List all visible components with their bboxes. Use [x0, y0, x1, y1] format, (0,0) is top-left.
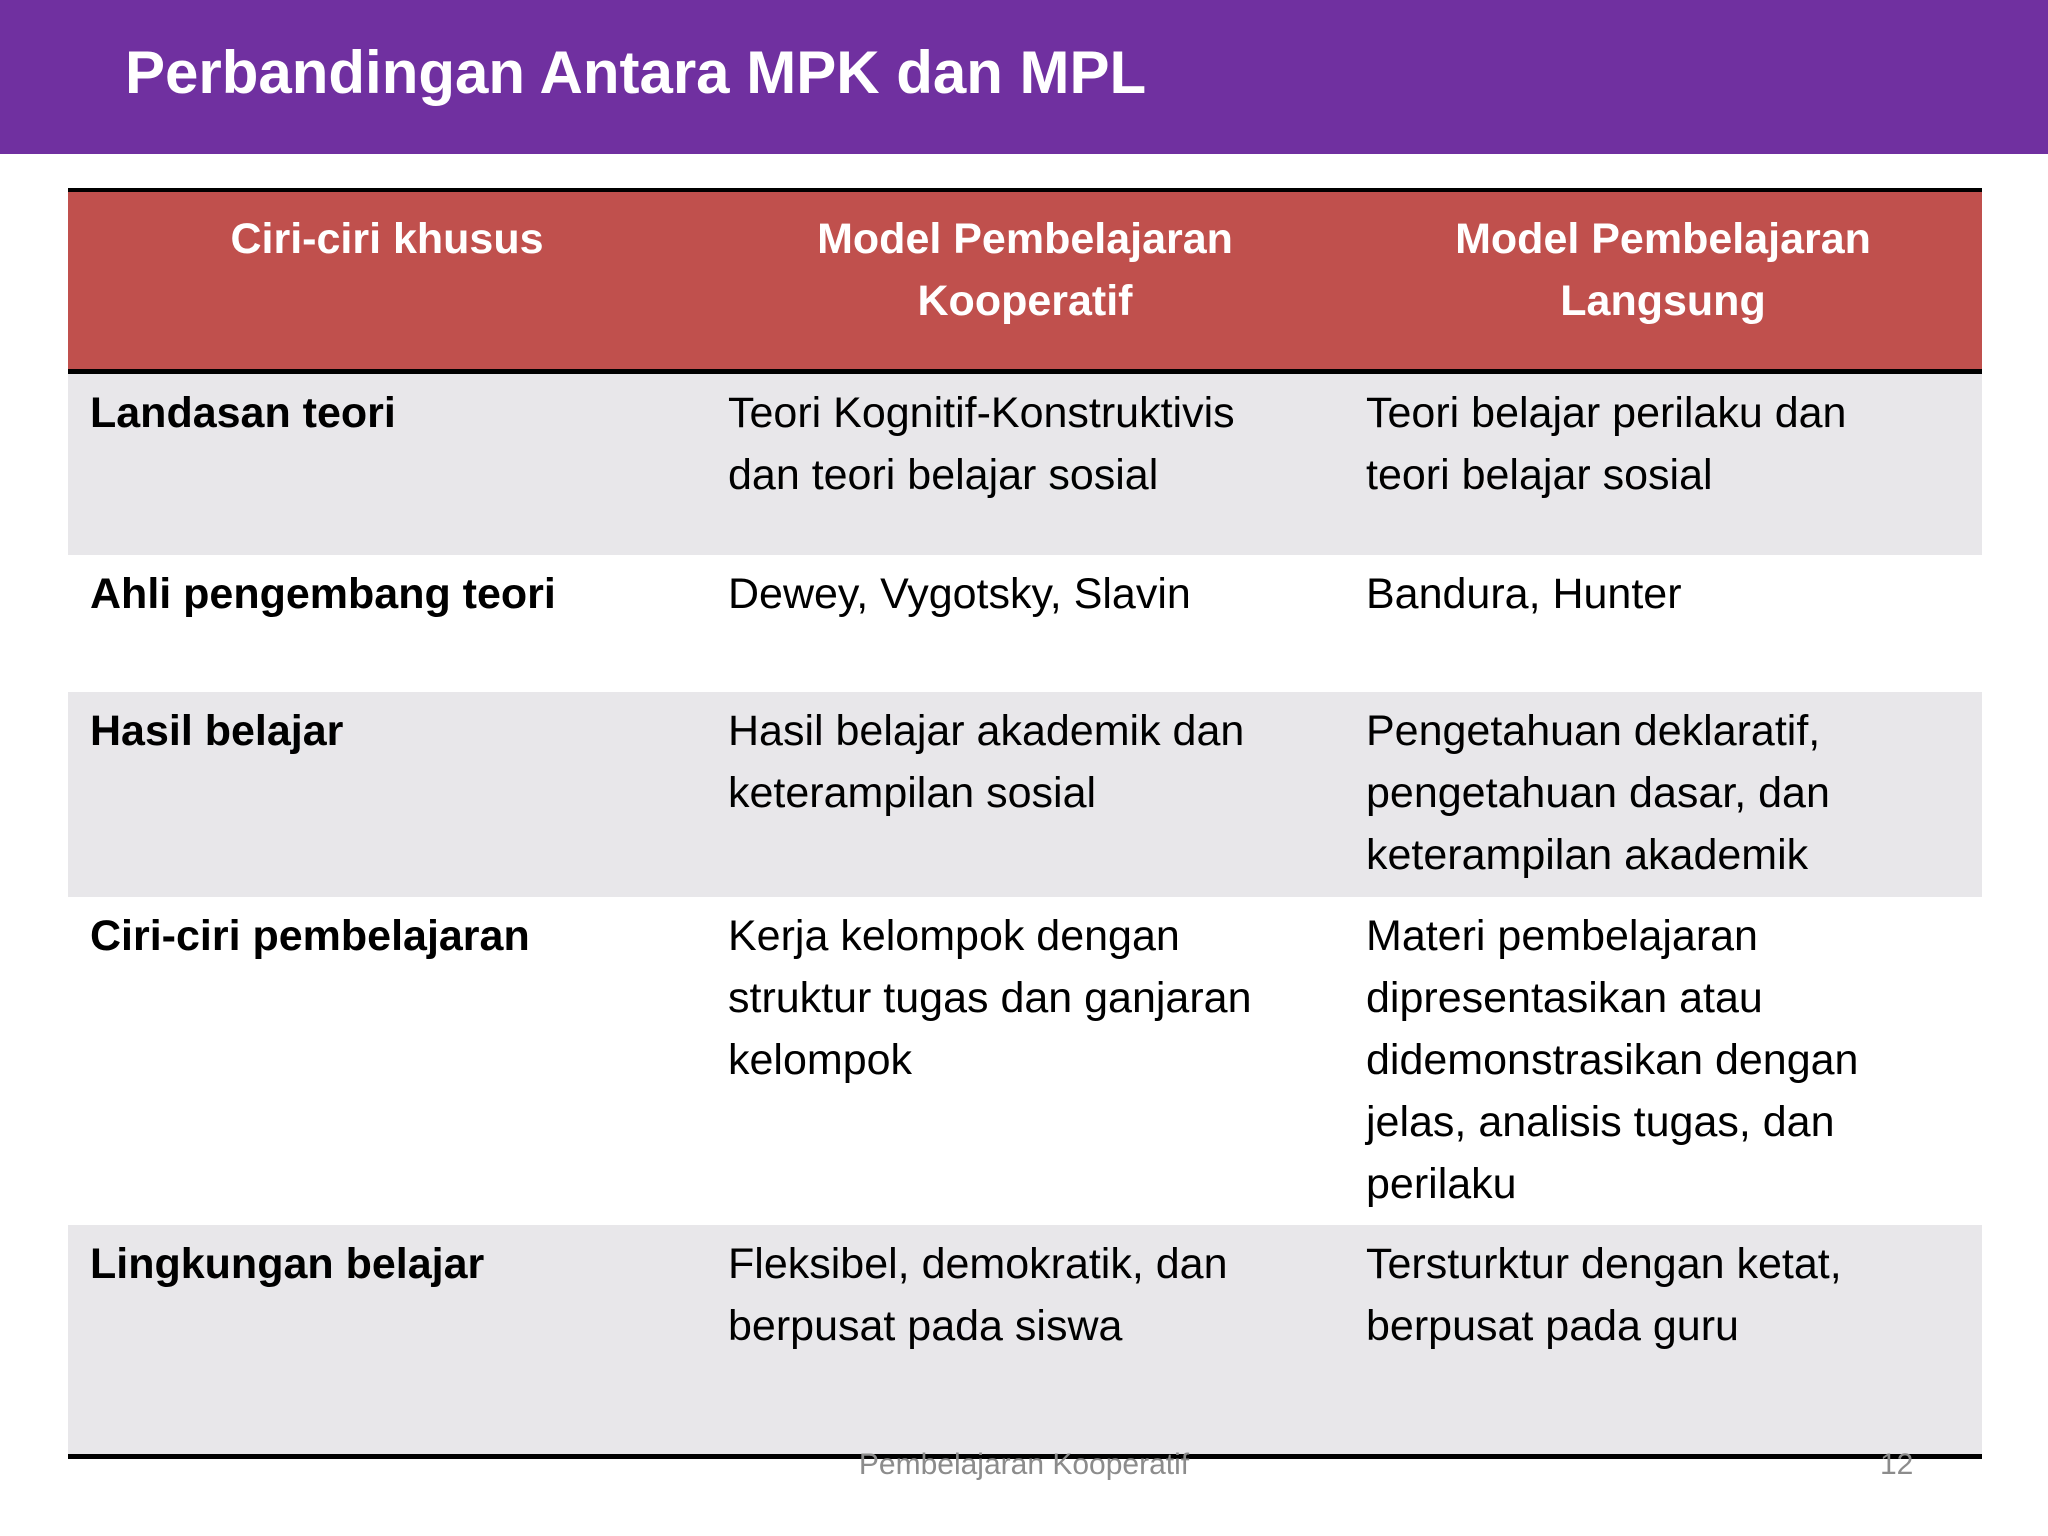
title-bar [0, 0, 2048, 154]
cell-line: Teori belajar perilaku dan [1366, 389, 1847, 437]
header-cell-mpk [706, 192, 1344, 369]
cell-line: jelas, analisis tugas, dan [1366, 1098, 1835, 1146]
cell-line: dan teori belajar sosial [728, 451, 1159, 499]
cell-line: Hasil belajar [90, 707, 344, 755]
row-label [68, 555, 706, 692]
table-row [68, 555, 1982, 692]
cell-line: Bandura, Hunter [1366, 570, 1682, 618]
row-label [68, 897, 706, 1225]
slide-title: Perbandingan Antara MPK dan MPL [125, 39, 1147, 106]
table-header-row [68, 192, 1982, 374]
row-label [68, 374, 706, 555]
table-row [68, 897, 1982, 1225]
cell-line: dipresentasikan atau [1366, 974, 1763, 1022]
page-number: 12 [1880, 1448, 1914, 1481]
mpl-cell [1344, 374, 1982, 555]
cell-line: Teori Kognitif-Konstruktivis [728, 389, 1235, 437]
cell-line: Hasil belajar akademik dan [728, 707, 1245, 755]
cell-line: teori belajar sosial [1366, 451, 1713, 499]
mpl-cell [1344, 897, 1982, 1225]
cell-line: Fleksibel, demokratik, dan [728, 1240, 1228, 1288]
cell-line: Dewey, Vygotsky, Slavin [728, 570, 1191, 618]
mpk-cell [706, 897, 1344, 1225]
mpl-cell [1344, 555, 1982, 692]
cell-line: Ciri-ciri pembelajaran [90, 912, 530, 960]
cell-line: keterampilan sosial [728, 769, 1097, 817]
cell-line: struktur tugas dan ganjaran [728, 974, 1252, 1022]
cell-line: kelompok [728, 1036, 913, 1084]
cell-line: Pengetahuan deklaratif, [1366, 707, 1821, 755]
cell-line: Tersturktur dengan ketat, [1366, 1240, 1842, 1288]
cell-line: perilaku [1366, 1160, 1517, 1208]
header-line: Model Pembelajaran [1455, 215, 1871, 263]
row-label [68, 1225, 706, 1454]
mpk-cell [706, 692, 1344, 897]
cell-line: didemonstrasikan dengan [1366, 1036, 1859, 1084]
mpk-cell [706, 1225, 1344, 1454]
table-row [68, 692, 1982, 897]
cell-line: keterampilan akademik [1366, 831, 1809, 879]
cell-line: berpusat pada siswa [728, 1302, 1123, 1350]
cell-line: Materi pembelajaran [1366, 912, 1758, 960]
table-row [68, 1225, 1982, 1454]
comparison-table [68, 188, 1982, 1459]
row-label [68, 692, 706, 897]
slide-footer: Pembelajaran Kooperatif [858, 1448, 1190, 1481]
mpk-cell [706, 555, 1344, 692]
header-line: Ciri-ciri khusus [230, 215, 544, 263]
cell-line: Landasan teori [90, 389, 396, 437]
mpl-cell [1344, 692, 1982, 897]
header-cell-characteristics [68, 192, 706, 369]
cell-line: berpusat pada guru [1366, 1302, 1739, 1350]
mpk-cell [706, 374, 1344, 555]
cell-line: pengetahuan dasar, dan [1366, 769, 1830, 817]
header-line: Model Pembelajaran [817, 215, 1233, 263]
header-line: Kooperatif [917, 277, 1133, 325]
mpl-cell [1344, 1225, 1982, 1454]
header-cell-mpl [1344, 192, 1982, 369]
cell-line: Lingkungan belajar [90, 1240, 485, 1288]
cell-line: Ahli pengembang teori [90, 570, 556, 618]
table-row [68, 374, 1982, 555]
header-line: Langsung [1560, 277, 1766, 325]
cell-line: Kerja kelompok dengan [728, 912, 1180, 960]
